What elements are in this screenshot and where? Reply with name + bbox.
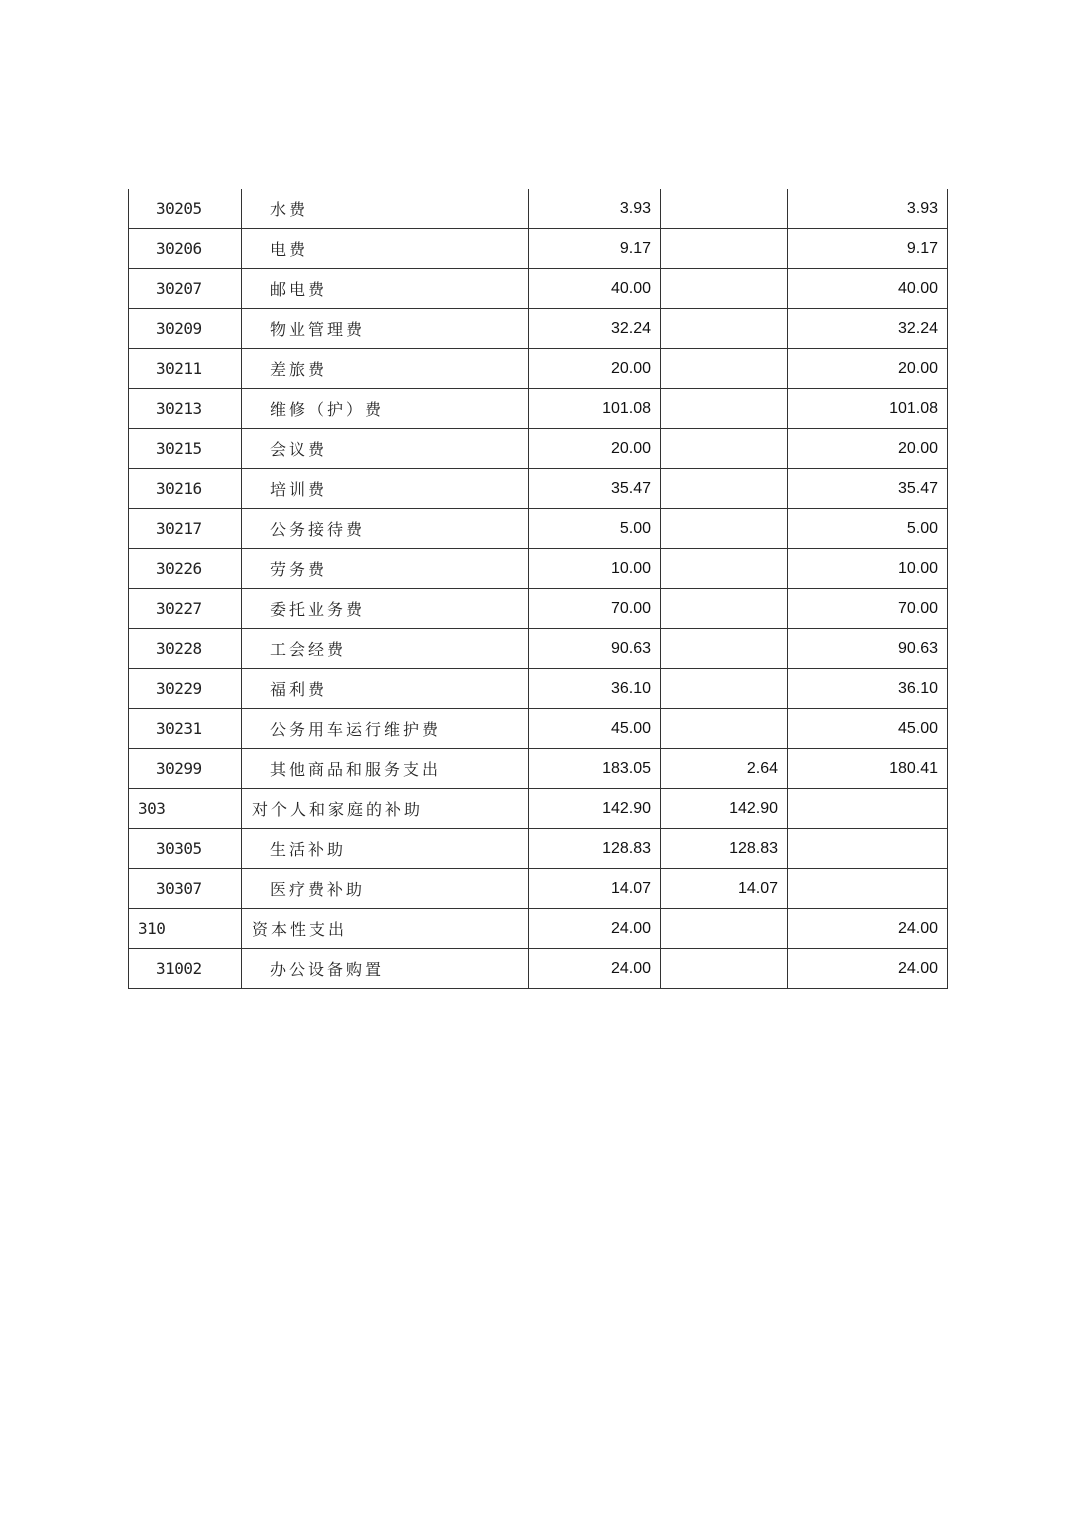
cell-basic xyxy=(661,589,788,629)
cell-code: 30231 xyxy=(129,709,242,749)
cell-basic: 128.83 xyxy=(661,829,788,869)
table-row xyxy=(129,869,948,909)
cell-project: 9.17 xyxy=(788,229,948,269)
table-row xyxy=(129,549,948,589)
cell-project: 20.00 xyxy=(788,429,948,469)
cell-name: 邮电费 xyxy=(242,269,529,309)
table-row xyxy=(129,269,948,309)
cell-total: 20.00 xyxy=(529,349,661,389)
cell-project: 101.08 xyxy=(788,389,948,429)
table-row xyxy=(129,709,948,749)
cell-basic xyxy=(661,309,788,349)
cell-code: 30217 xyxy=(129,509,242,549)
cell-basic xyxy=(661,429,788,469)
cell-basic xyxy=(661,469,788,509)
cell-name: 公务接待费 xyxy=(242,509,529,549)
cell-code: 30228 xyxy=(129,629,242,669)
cell-total: 36.10 xyxy=(529,669,661,709)
cell-total: 90.63 xyxy=(529,629,661,669)
cell-total: 3.93 xyxy=(529,189,661,229)
cell-basic: 142.90 xyxy=(661,789,788,829)
cell-name: 生活补助 xyxy=(242,829,529,869)
table-row xyxy=(129,509,948,549)
cell-basic xyxy=(661,229,788,269)
cell-basic xyxy=(661,389,788,429)
cell-basic xyxy=(661,949,788,989)
cell-project: 35.47 xyxy=(788,469,948,509)
cell-project: 20.00 xyxy=(788,349,948,389)
cell-basic xyxy=(661,709,788,749)
cell-project xyxy=(788,829,948,869)
cell-name: 劳务费 xyxy=(242,549,529,589)
table-row xyxy=(129,589,948,629)
cell-name: 医疗费补助 xyxy=(242,869,529,909)
cell-code: 30216 xyxy=(129,469,242,509)
cell-total: 128.83 xyxy=(529,829,661,869)
table-row xyxy=(129,189,948,229)
cell-total: 32.24 xyxy=(529,309,661,349)
cell-code: 303 xyxy=(129,789,242,829)
cell-basic: 2.64 xyxy=(661,749,788,789)
cell-basic xyxy=(661,349,788,389)
cell-code: 30227 xyxy=(129,589,242,629)
cell-total: 24.00 xyxy=(529,909,661,949)
cell-basic xyxy=(661,189,788,229)
cell-code: 30229 xyxy=(129,669,242,709)
cell-total: 20.00 xyxy=(529,429,661,469)
cell-project: 40.00 xyxy=(788,269,948,309)
cell-basic xyxy=(661,669,788,709)
table-row xyxy=(129,909,948,949)
cell-code: 30305 xyxy=(129,829,242,869)
cell-name: 差旅费 xyxy=(242,349,529,389)
cell-code: 30209 xyxy=(129,309,242,349)
cell-code: 310 xyxy=(129,909,242,949)
table-row xyxy=(129,749,948,789)
cell-name: 资本性支出 xyxy=(242,909,529,949)
table-row xyxy=(129,229,948,269)
cell-code: 30207 xyxy=(129,269,242,309)
cell-total: 35.47 xyxy=(529,469,661,509)
cell-total: 24.00 xyxy=(529,949,661,989)
cell-basic xyxy=(661,269,788,309)
cell-project: 5.00 xyxy=(788,509,948,549)
cell-name: 工会经费 xyxy=(242,629,529,669)
cell-name: 会议费 xyxy=(242,429,529,469)
cell-project: 3.93 xyxy=(788,189,948,229)
cell-code: 30215 xyxy=(129,429,242,469)
table-row xyxy=(129,389,948,429)
table-row xyxy=(129,829,948,869)
cell-name: 委托业务费 xyxy=(242,589,529,629)
cell-project: 36.10 xyxy=(788,669,948,709)
cell-total: 101.08 xyxy=(529,389,661,429)
cell-code: 30213 xyxy=(129,389,242,429)
cell-total: 9.17 xyxy=(529,229,661,269)
cell-code: 30211 xyxy=(129,349,242,389)
cell-name: 公务用车运行维护费 xyxy=(242,709,529,749)
cell-total: 40.00 xyxy=(529,269,661,309)
cell-code: 30206 xyxy=(129,229,242,269)
table-row xyxy=(129,629,948,669)
cell-project: 32.24 xyxy=(788,309,948,349)
cell-project xyxy=(788,789,948,829)
cell-project: 90.63 xyxy=(788,629,948,669)
cell-name: 培训费 xyxy=(242,469,529,509)
cell-project: 70.00 xyxy=(788,589,948,629)
cell-name: 电费 xyxy=(242,229,529,269)
cell-name: 其他商品和服务支出 xyxy=(242,749,529,789)
cell-basic xyxy=(661,509,788,549)
table-row xyxy=(129,469,948,509)
table-row xyxy=(129,309,948,349)
cell-project: 10.00 xyxy=(788,549,948,589)
cell-name: 物业管理费 xyxy=(242,309,529,349)
cell-code: 30307 xyxy=(129,869,242,909)
cell-basic: 14.07 xyxy=(661,869,788,909)
table-row xyxy=(129,349,948,389)
cell-project: 45.00 xyxy=(788,709,948,749)
table-row xyxy=(129,669,948,709)
table-row xyxy=(129,789,948,829)
cell-total: 5.00 xyxy=(529,509,661,549)
cell-total: 45.00 xyxy=(529,709,661,749)
cell-project: 24.00 xyxy=(788,949,948,989)
cell-basic xyxy=(661,909,788,949)
cell-project: 180.41 xyxy=(788,749,948,789)
cell-basic xyxy=(661,549,788,589)
cell-name: 福利费 xyxy=(242,669,529,709)
table-row xyxy=(129,949,948,989)
cell-total: 70.00 xyxy=(529,589,661,629)
cell-name: 办公设备购置 xyxy=(242,949,529,989)
cell-basic xyxy=(661,629,788,669)
cell-code: 30205 xyxy=(129,189,242,229)
cell-project xyxy=(788,869,948,909)
cell-project: 24.00 xyxy=(788,909,948,949)
cell-name: 水费 xyxy=(242,189,529,229)
table-row xyxy=(129,429,948,469)
cell-code: 30299 xyxy=(129,749,242,789)
cell-total: 14.07 xyxy=(529,869,661,909)
cell-total: 10.00 xyxy=(529,549,661,589)
cell-code: 31002 xyxy=(129,949,242,989)
cell-name: 维修（护）费 xyxy=(242,389,529,429)
expenditure-table xyxy=(128,189,948,989)
cell-total: 142.90 xyxy=(529,789,661,829)
cell-name: 对个人和家庭的补助 xyxy=(242,789,529,829)
cell-code: 30226 xyxy=(129,549,242,589)
expenditure-table-body xyxy=(129,189,948,989)
cell-total: 183.05 xyxy=(529,749,661,789)
